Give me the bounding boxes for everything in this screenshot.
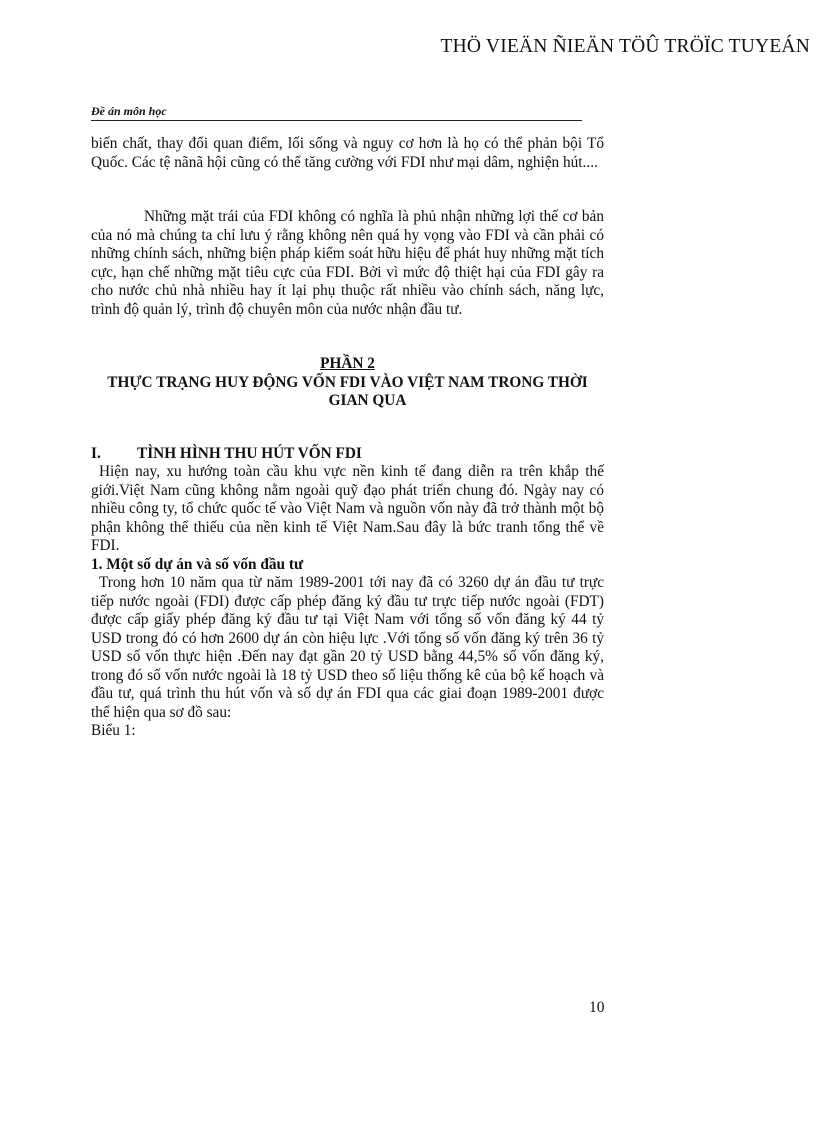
section-title: TÌNH HÌNH THU HÚT VỐN FDI	[137, 444, 362, 462]
figure-label: Biểu 1:	[91, 722, 136, 739]
paragraph-continuation: biến chất, thay đổi quan điểm, lối sống và nguy cơ hơn là họ có thể phản bội Tổ Quốc. Các tệ nãnã hội cũng có thể tăng cường với FDI như mại dâm, nghiện hút....	[91, 135, 604, 171]
part-title-line2: GIAN QUA	[328, 392, 407, 409]
paragraph-fdi-downsides: Những mặt trái của FDI không có nghĩa là phủ nhận những lợi thế cơ bản của nó mà chúng ta chỉ lưu ý rằng không nên quá hy vọng vào FDI và cần phải có những chính sách, những biện pháp kiểm soát hữu hiệu để phát huy những mặt tích cực, hạn chế những mặt tiêu cực của FDI. Bởi vì mức độ thiệt hại của FDI gây ra cho nước chủ nhà nhiều hay ít lại phụ thuộc rất nhiều vào chính sách, năng lực, trình độ quản lý, trình độ chuyên môn của nước nhận đầu tư.	[91, 208, 604, 318]
part-heading	[91, 355, 604, 411]
part-title-line1: THỰC TRẠNG HUY ĐỘNG VỐN FDI VÀO VIỆT NAM TRONG THỜI	[107, 373, 588, 391]
document-body	[91, 135, 604, 741]
section-number: I.	[91, 444, 101, 462]
subsection-text: Trong hơn 10 năm qua từ năm 1989-2001 tới nay đã có 3260 dự án đầu tư trực tiếp nước ngoài (FDI) được cấp phép đăng ký đầu tư trực tiếp nước ngoài (FDT) được cấp giấy phép đăng ký đầu tư tại Việt Nam với tổng số vốn đăng ký 44 tỷ USD trong đó có hơn 2600 dự án còn hiệu lực .Với tổng số vốn đăng ký trên 36 tỷ USD số vốn thực hiện .Đến nay đạt gần 20 tỷ USD bằng 44,5% số vốn đăng ký, trong đó số vốn nước ngoài là 18 tỷ USD theo số liệu thống kê của bộ kế hoạch và đầu tư, quá trình thu hút vốn và số dự án FDI qua các giai đoạn 1989-2001 được thể hiện qua sơ đồ sau:	[91, 574, 604, 721]
part-number: PHẦN 2	[320, 355, 375, 372]
page-number: 10	[589, 999, 605, 1016]
section-intro: Hiện nay, xu hướng toàn cầu khu vực nền kinh tế đang diễn ra trên khắp thế giới.Việt Nam cũng không nằm ngoài quỹ đạo phát triển chung đó. Ngày nay có nhiều công ty, tổ chức quốc tế vào Việt Nam và nguồn vốn này đã trở thành một bộ phận không thể thiếu của nền kinh tế Việt Nam.Sau đây là bức tranh tổng thể về FDI.	[91, 463, 604, 554]
section-heading	[91, 445, 604, 464]
subsection-title: 1. Một số dự án và số vốn đầu tư	[91, 555, 304, 573]
site-watermark: THÖ VIEÄN ÑIEÄN TÖÛ TRÖÏC TUYEÁN	[440, 36, 810, 57]
page-header: Đề án môn học	[91, 104, 582, 121]
